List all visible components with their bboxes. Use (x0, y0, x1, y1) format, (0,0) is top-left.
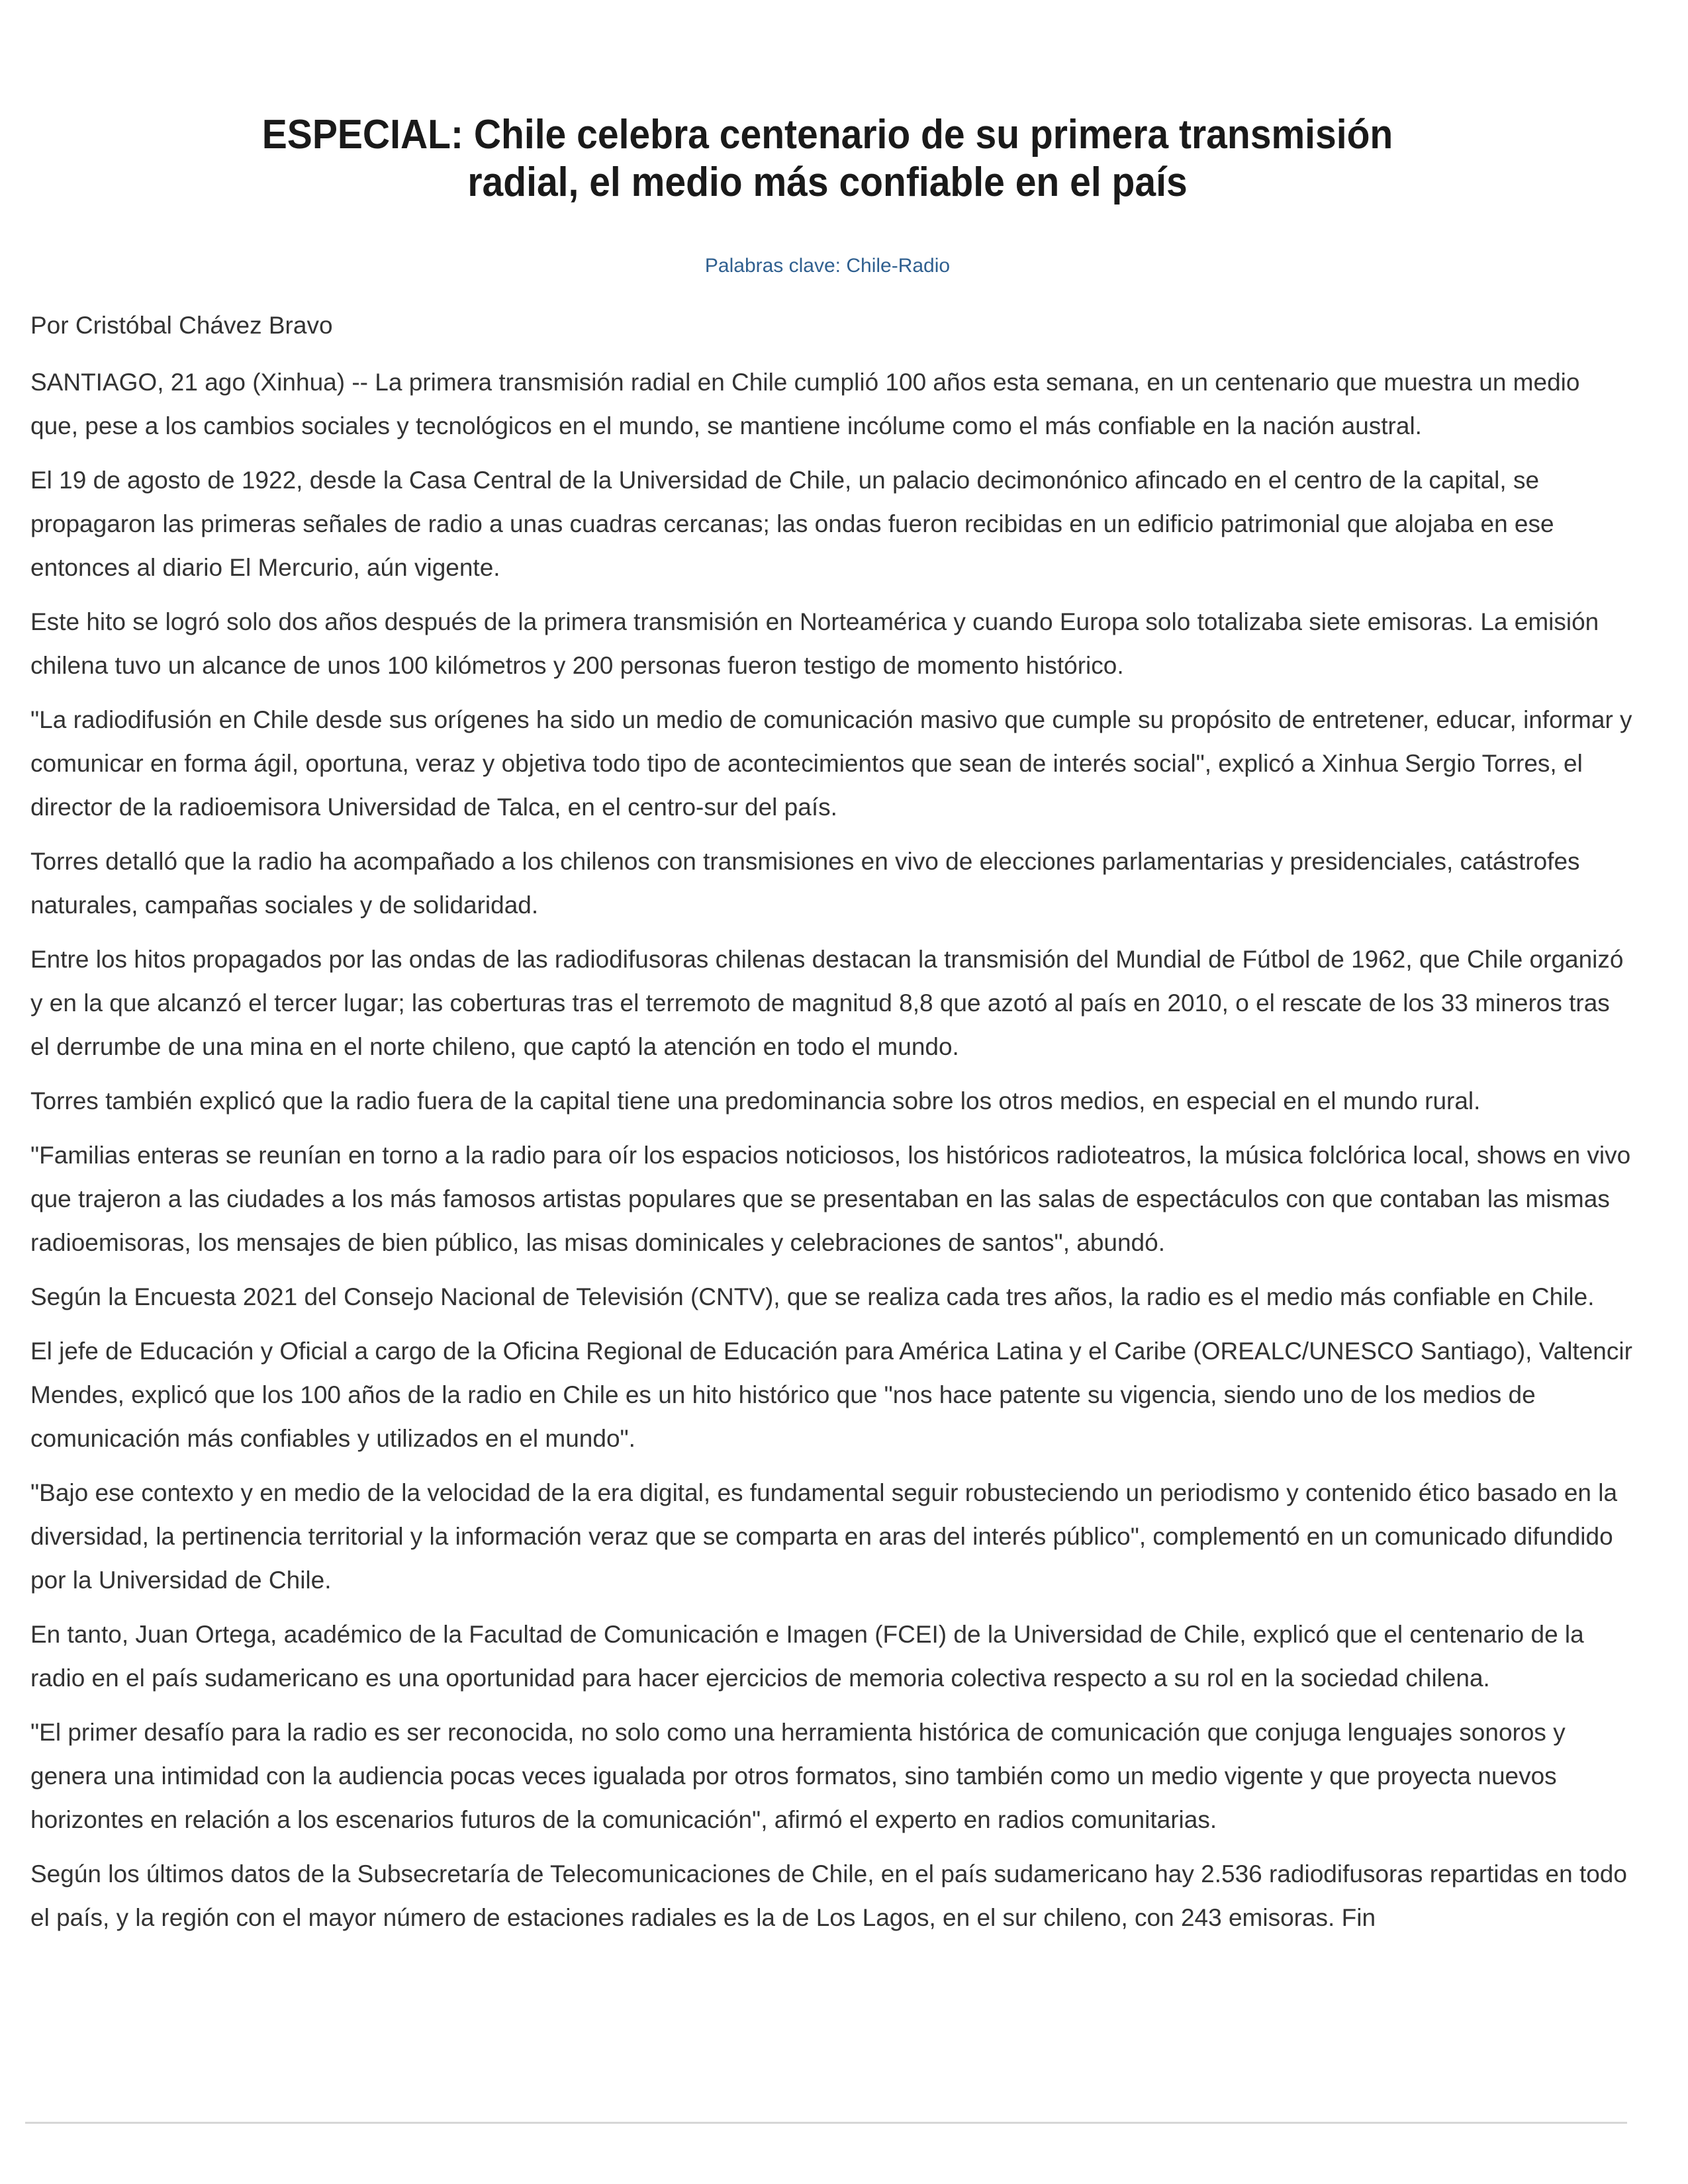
article-paragraph: Torres también explicó que la radio fuera de la capital tiene una predominancia sobre los otros medios, en especial en el mundo rural. (30, 1087, 1481, 1115)
article-body (30, 361, 1632, 1950)
article-paragraph: "El primer desafío para la radio es ser reconocida, no solo como una herramienta histórica de comunicación que conjuga lenguajes sonoros y genera una intimidad con la audiencia pocas veces igualada por otros formatos, sino también como un medio vigente y que proyecta nuevos horizontes en relación a los escenarios futuros de la comunicación", afirmó el experto en radios comunitarias. (30, 1719, 1566, 1833)
footer-divider (25, 2122, 1627, 2124)
article-paragraph: "Familias enteras se reunían en torno a la radio para oír los espacios noticiosos, los históricos radioteatros, la música folclórica local, shows en vivo que trajeron a las ciudades a los más famosos artistas populares que se presentaban en las salas de espectáculos con que contaban las mismas radioemisoras, los mensajes de bien público, las misas dominicales y celebraciones de santos", abundó. (30, 1142, 1631, 1256)
article-paragraph: Entre los hitos propagados por las ondas de las radiodifusoras chilenas destacan la transmisión del Mundial de Fútbol de 1962, que Chile organizó y en la que alcanzó el tercer lugar; las coberturas tras el terremoto de magnitud 8,8 que azotó al país en 2010, o el rescate de los 33 mineros tras el derrumbe de una mina en el norte chileno, que captó la atención en todo el mundo. (30, 946, 1624, 1060)
article-paragraph: El jefe de Educación y Oficial a cargo de la Oficina Regional de Educación para América Latina y el Caribe (OREALC/UNESCO Santiago), Valtencir Mendes, explicó que los 100 años de la radio en Chile es un hito histórico que "nos hace patente su vigencia, siendo uno de los medios de comunicación más confiables y utilizados en el mundo". (30, 1338, 1632, 1452)
article-paragraph: Este hito se logró solo dos años después de la primera transmisión en Norteamérica y cuando Europa solo totalizaba siete emisoras. La emisión chilena tuvo un alcance de unos 100 kilómetros y 200 personas fueron testigo de momento histórico. (30, 608, 1599, 679)
article-paragraph: SANTIAGO, 21 ago (Xinhua) -- La primera transmisión radial en Chile cumplió 100 años esta semana, en un centenario que muestra un medio que, pese a los cambios sociales y tecnológicos en el mundo, se mantiene incólume como el más confiable en la nación austral. (30, 369, 1580, 439)
article-paragraph: "La radiodifusión en Chile desde sus orígenes ha sido un medio de comunicación masivo que cumple su propósito de entretener, educar, informar y comunicar en forma ágil, oportuna, veraz y objetiva todo tipo de acontecimientos que sean de interés social", explicó a Xinhua Sergio Torres, el director de la radioemisora Universidad de Talca, en el centro-sur del país. (30, 706, 1632, 821)
article-paragraph: En tanto, Juan Ortega, académico de la Facultad de Comunicación e Imagen (FCEI) de la Universidad de Chile, explicó que el centenario de la radio en el país sudamericano es una oportunidad para hacer ejercicios de memoria colectiva respecto a su rol en la sociedad chilena. (30, 1621, 1584, 1692)
article-title: ESPECIAL: Chile celebra centenario de su primera transmisión radial, el medio más confiable en el país (261, 112, 1393, 205)
article-paragraph: El 19 de agosto de 1922, desde la Casa Central de la Universidad de Chile, un palacio decimonónico afincado en el centro de la capital, se propagaron las primeras señales de radio a unas cuadras cercanas; las ondas fueron recibidas en un edificio patrimonial que alojaba en ese entonces al diario El Mercurio, aún vigente. (30, 467, 1554, 581)
article-paragraph: "Bajo ese contexto y en medio de la velocidad de la era digital, es fundamental seguir robusteciendo un periodismo y contenido ético basado en la diversidad, la pertinencia territorial y la información veraz que se comparta en aras del interés público", complementó en un comunicado difundido por la Universidad de Chile. (30, 1479, 1618, 1594)
keywords-line: Palabras clave: Chile-Radio (704, 255, 951, 277)
article-paragraph: Torres detalló que la radio ha acompañado a los chilenos con transmisiones en vivo de elecciones parlamentarias y presidenciales, catástrofes naturales, campañas sociales y de solidaridad. (30, 848, 1580, 919)
article-paragraph: Según los últimos datos de la Subsecretaría de Telecomunicaciones de Chile, en el país sudamericano hay 2.536 radiodifusoras repartidas en todo el país, y la región con el mayor número de estaciones radiales es la de Los Lagos, en el sur chileno, con 243 emisoras. Fin (30, 1860, 1627, 1931)
article-paragraph: Según la Encuesta 2021 del Consejo Nacional de Televisión (CNTV), que se realiza cada tres años, la radio es el medio más confiable en Chile. (30, 1283, 1595, 1310)
byline: Por Cristóbal Chávez Bravo (30, 312, 333, 339)
